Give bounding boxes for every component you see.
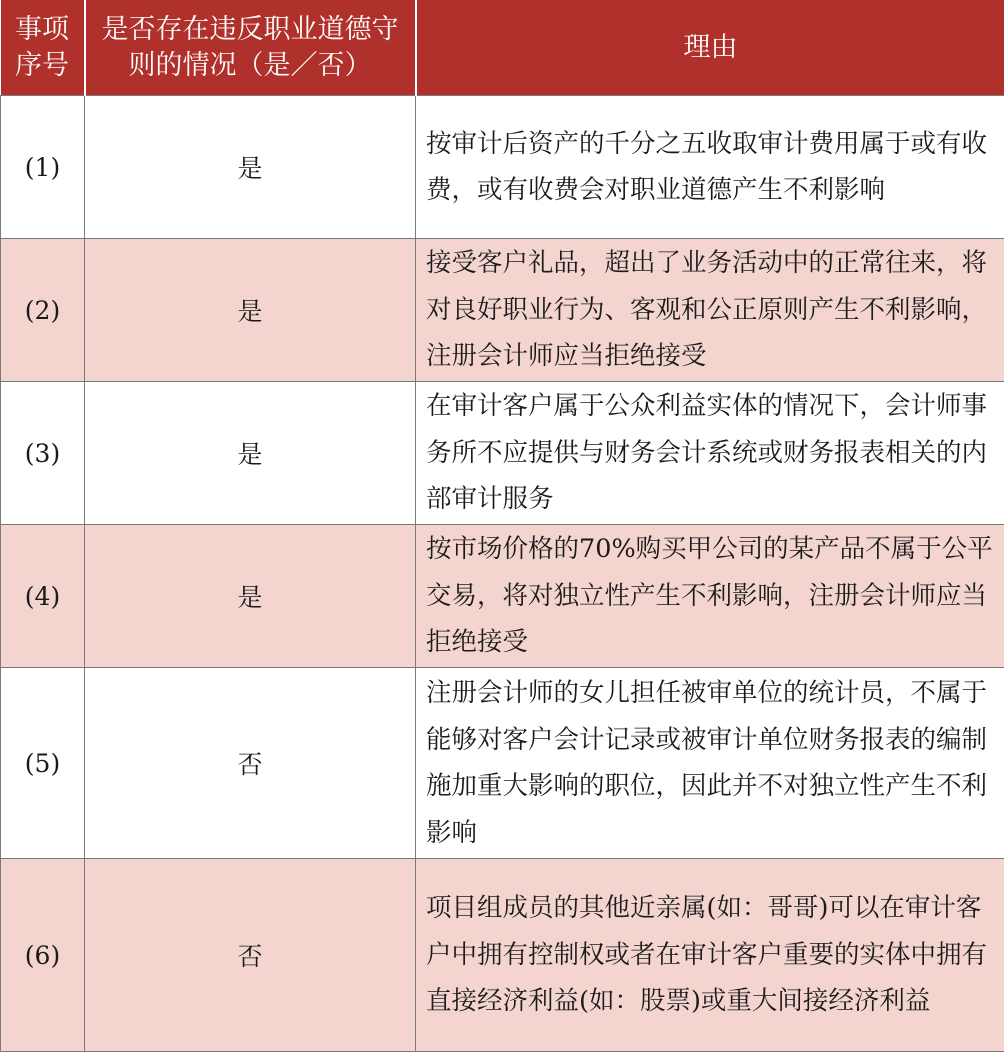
table-row — [1, 239, 1004, 382]
row-reason: 按审计后资产的千分之五收取审计费用属于或有收费，或有收费会对职业道德产生不利影响 — [416, 96, 1004, 239]
row-reason: 注册会计师的女儿担任被审单位的统计员，不属于能够对客户会计记录或被审计单位财务报表的编制施加重大影响的职位，因此并不对独立性产生不利影响 — [416, 668, 1004, 859]
table-row — [1, 96, 1004, 239]
table-row — [1, 525, 1004, 668]
row-index: (3) — [1, 382, 85, 525]
row-answer: 是 — [85, 96, 416, 239]
row-answer: 是 — [85, 382, 416, 525]
header-violation: 是否存在违反职业道德守则的情况（是／否） — [85, 0, 416, 96]
row-reason: 项目组成员的其他近亲属(如：哥哥)可以在审计客户中拥有控制权或者在审计客户重要的实体中拥有直接经济利益(如：股票)或重大间接经济利益 — [416, 859, 1004, 1052]
table-row — [1, 382, 1004, 525]
header-index: 事项序号 — [1, 0, 85, 96]
row-index: (4) — [1, 525, 85, 668]
row-reason: 接受客户礼品，超出了业务活动中的正常往来，将对良好职业行为、客观和公正原则产生不利影响，注册会计师应当拒绝接受 — [416, 239, 1004, 382]
header-row — [1, 0, 1004, 96]
row-reason: 按市场价格的70%购买甲公司的某产品不属于公平交易，将对独立性产生不利影响，注册会计师应当拒绝接受 — [416, 525, 1004, 668]
table-row — [1, 859, 1004, 1052]
row-index: (5) — [1, 668, 85, 859]
row-answer: 是 — [85, 239, 416, 382]
table-row — [1, 668, 1004, 859]
row-index: (6) — [1, 859, 85, 1052]
row-index: (2) — [1, 239, 85, 382]
row-answer: 否 — [85, 668, 416, 859]
row-answer: 是 — [85, 525, 416, 668]
header-reason: 理由 — [416, 0, 1004, 96]
row-index: (1) — [1, 96, 85, 239]
row-answer: 否 — [85, 859, 416, 1052]
row-reason: 在审计客户属于公众利益实体的情况下，会计师事务所不应提供与财务会计系统或财务报表相关的内部审计服务 — [416, 382, 1004, 525]
